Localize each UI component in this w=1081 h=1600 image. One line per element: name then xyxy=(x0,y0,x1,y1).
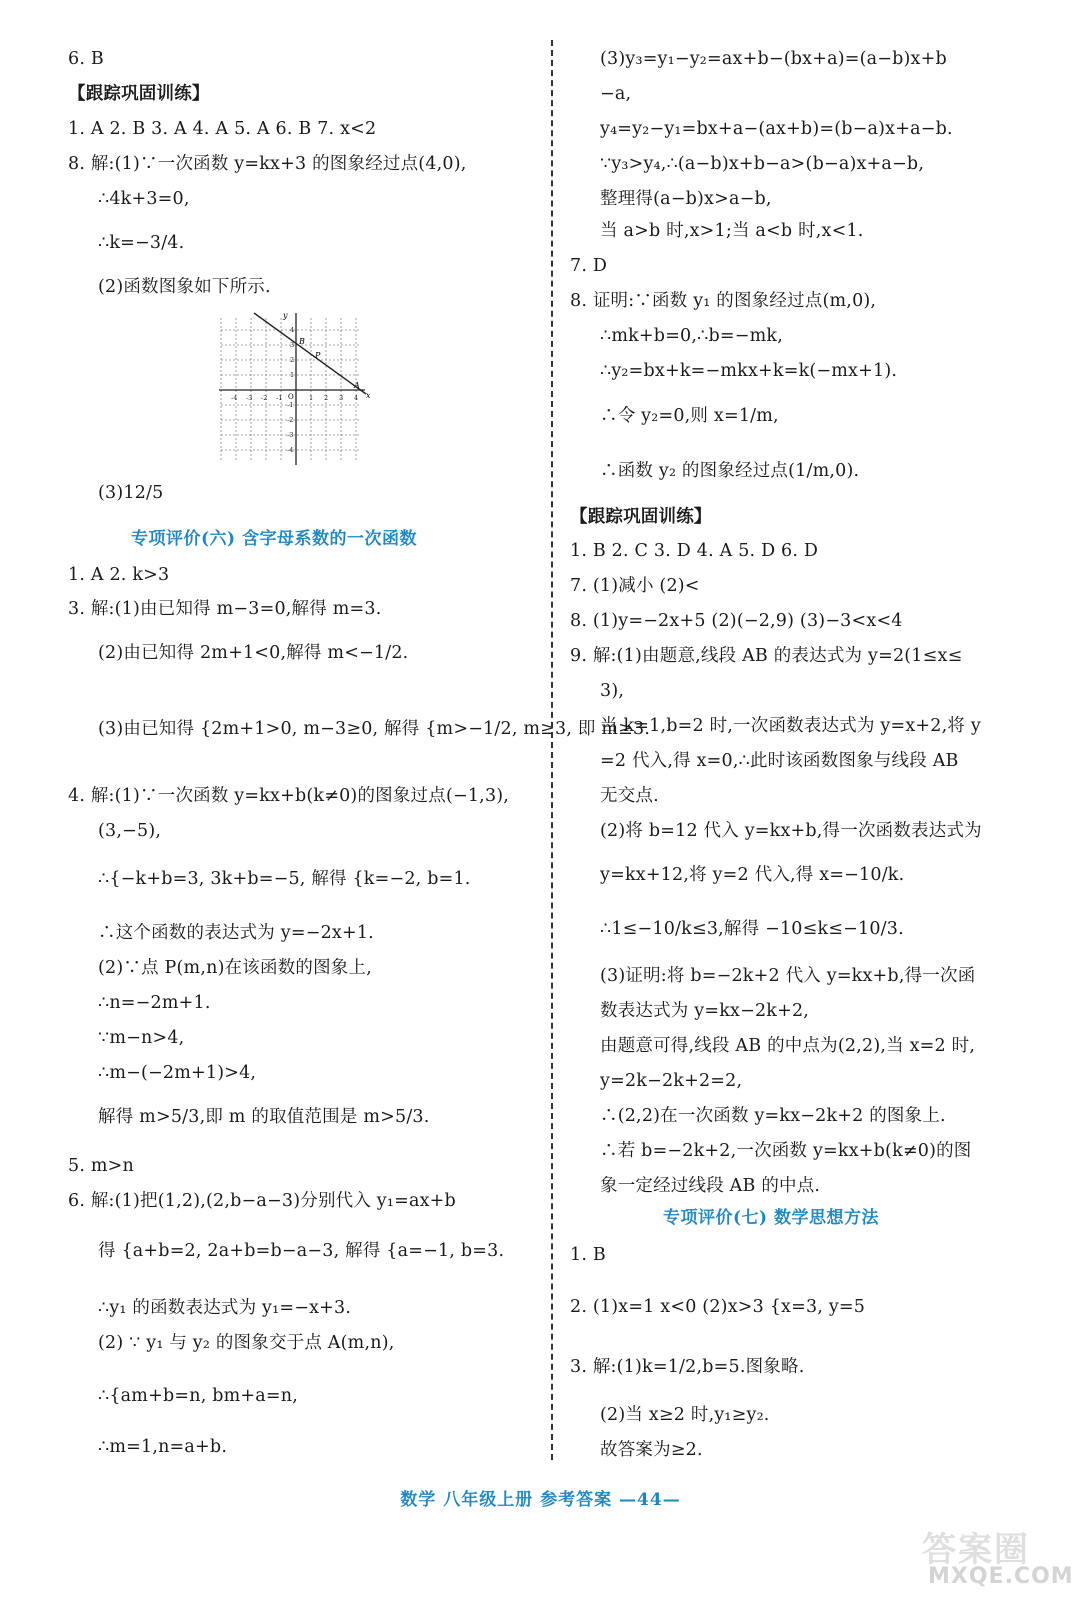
x-tick-label: 4 xyxy=(354,394,359,402)
x-tick-label: 2 xyxy=(324,394,329,402)
answer-line: (3)由已知得 {2m+1>0, m−3≥0, 解得 {m>−1/2, m≥3, 即 m≥3. xyxy=(98,719,651,739)
section-heading: 【跟踪巩固训练】 xyxy=(68,84,210,104)
answer-line: (2)函数图象如下所示. xyxy=(98,277,271,297)
answer-line: ∵m−n>4, xyxy=(98,1028,185,1048)
answer-line: 由题意可得,线段 AB 的中点为(2,2),当 x=2 时, xyxy=(600,1036,976,1056)
point-b-label: B xyxy=(299,337,305,346)
answer-line: 象一定经过线段 AB 的中点. xyxy=(600,1176,821,1196)
answer-line: 1. A 2. B 3. A 4. A 5. A 6. B 7. x<2 xyxy=(68,119,377,139)
answer-line: 1. B xyxy=(570,1245,606,1265)
answer-line: ∴函数 y₂ 的图象经过点(1/m,0). xyxy=(600,461,860,481)
answer-line: 7. D xyxy=(570,256,608,276)
y-tick-label: 2 xyxy=(290,356,295,364)
answer-line: y₄=y₂−y₁=bx+a−(ax+b)=(b−a)x+a−b. xyxy=(600,119,953,139)
answer-line: (3,−5), xyxy=(98,821,162,841)
x-tick-label: -4 xyxy=(231,394,238,402)
answer-line: (2)由已知得 2m+1<0,解得 m<−1/2. xyxy=(98,643,409,663)
x-tick-label: -2 xyxy=(261,394,268,402)
answer-line: =2 代入,得 x=0,∴此时该函数图象与线段 AB xyxy=(600,751,959,771)
answer-line: 当 k=1,b=2 时,一次函数表达式为 y=x+2,将 y xyxy=(600,716,981,736)
answer-line: 8. 解:(1)∵一次函数 y=kx+3 的图象经过点(4,0), xyxy=(68,154,467,174)
answer-line: ∵y₃>y₄,∴(a−b)x+b−a>(b−a)x+a−b, xyxy=(600,154,925,174)
watermark-text: 答案圈 xyxy=(922,1530,1030,1570)
section-heading: 【跟踪巩固训练】 xyxy=(570,507,712,527)
answer-line: (3)证明:将 b=−2k+2 代入 y=kx+b,得一次函 xyxy=(600,966,976,986)
answer-line: y=kx+12,将 y=2 代入,得 x=−10/k. xyxy=(600,865,905,885)
answer-line: y=2k−2k+2=2, xyxy=(600,1071,743,1091)
watermark-url: MXQE.COM xyxy=(928,1564,1074,1589)
answer-line: 4. 解:(1)∵一次函数 y=kx+b(k≠0)的图象过点(−1,3), xyxy=(68,786,510,806)
answer-line: (2) ∵ y₁ 与 y₂ 的图象交于点 A(m,n), xyxy=(98,1333,395,1353)
section-title-6: 专项评价(六) 含字母系数的一次函数 xyxy=(131,529,418,549)
answer-line: ∴{am+b=n, bm+a=n, xyxy=(98,1386,299,1406)
answer-line: 1. B 2. C 3. D 4. A 5. D 6. D xyxy=(570,541,819,561)
column-divider xyxy=(551,40,553,1460)
answer-line: 5. m>n xyxy=(68,1156,134,1176)
answer-line: 数表达式为 y=kx−2k+2, xyxy=(600,1001,810,1021)
function-graph xyxy=(219,310,369,465)
function-line xyxy=(254,313,366,394)
x-tick-label: 1 xyxy=(309,394,314,402)
answer-line: 整理得(a−b)x>a−b, xyxy=(600,189,772,209)
answer-line: ∴1≤−10/k≤3,解得 −10≤k≤−10/3. xyxy=(600,919,904,939)
y-tick-label: 3 xyxy=(290,341,295,349)
answer-line: 1. A 2. k>3 xyxy=(68,565,170,585)
answer-line: (2)当 x≥2 时,y₁≥y₂. xyxy=(600,1405,770,1425)
answer-line: ∴这个函数的表达式为 y=−2x+1. xyxy=(98,923,374,943)
answer-line: ∴令 y₂=0,则 x=1/m, xyxy=(600,406,779,426)
answer-line: 9. 解:(1)由题意,线段 AB 的表达式为 y=2(1≤x≤ xyxy=(570,646,963,666)
answer-line: (2)∵点 P(m,n)在该函数的图象上, xyxy=(98,958,372,978)
answer-line: (3)12/5 xyxy=(98,483,164,503)
y-tick-label: 4 xyxy=(290,326,295,334)
answer-line: 8. 证明:∵函数 y₁ 的图象经过点(m,0), xyxy=(570,291,877,311)
answer-line: (2)将 b=12 代入 y=kx+b,得一次函数表达式为 xyxy=(600,821,982,841)
answer-line: 8. (1)y=−2x+5 (2)(−2,9) (3)−3<x<4 xyxy=(570,611,903,631)
point-a-label: A xyxy=(354,381,360,390)
answer-line: ∴m=1,n=a+b. xyxy=(98,1437,228,1457)
x-tick-label: 3 xyxy=(339,394,344,402)
answer-line: ∴y₁ 的函数表达式为 y₁=−x+3. xyxy=(98,1298,352,1318)
answer-line: 得 {a+b=2, 2a+b=b−a−3, 解得 {a=−1, b=3. xyxy=(98,1241,505,1261)
y-axis-label: y xyxy=(283,311,288,320)
point-p-label: P xyxy=(315,351,321,360)
answer-line: −a, xyxy=(600,84,632,104)
y-tick-label: 1 xyxy=(290,371,295,379)
answer-line: 6. B xyxy=(68,49,104,69)
page-footer: 数学 八年级上册 参考答案 —44— xyxy=(400,1490,681,1510)
answer-line: ∴m−(−2m+1)>4, xyxy=(98,1063,257,1083)
x-tick-label: -1 xyxy=(276,394,283,402)
answer-line: ∴若 b=−2k+2,一次函数 y=kx+b(k≠0)的图 xyxy=(600,1141,972,1161)
x-tick-label: -3 xyxy=(246,394,253,402)
y-tick-label: -3 xyxy=(287,431,294,439)
section-title-7: 专项评价(七) 数学思想方法 xyxy=(663,1208,880,1228)
answer-line: 无交点. xyxy=(600,786,659,806)
answer-line: 当 a>b 时,x>1;当 a<b 时,x<1. xyxy=(600,221,864,241)
answer-line: 2. (1)x=1 x<0 (2)x>3 {x=3, y=5 xyxy=(570,1297,866,1317)
answer-line: ∴k=−3/4. xyxy=(98,233,185,253)
answer-line: 3. 解:(1)由已知得 m−3=0,解得 m=3. xyxy=(68,599,382,619)
answer-line: 3), xyxy=(600,681,625,701)
y-tick-label: -2 xyxy=(287,416,294,424)
y-tick-label: -1 xyxy=(287,401,294,409)
answer-line: ∴{−k+b=3, 3k+b=−5, 解得 {k=−2, b=1. xyxy=(98,869,471,889)
answer-line: 故答案为≥2. xyxy=(600,1440,703,1460)
answer-line: 7. (1)减小 (2)< xyxy=(570,576,700,596)
answer-line: ∴n=−2m+1. xyxy=(98,993,211,1013)
answer-line: (3)y₃=y₁−y₂=ax+b−(bx+a)=(a−b)x+b xyxy=(600,49,947,69)
origin-label: O xyxy=(288,393,294,401)
y-tick-label: -4 xyxy=(287,446,294,454)
watermark-logo xyxy=(922,1522,1074,1594)
answer-line: 3. 解:(1)k=1/2,b=5.图象略. xyxy=(570,1357,805,1377)
answer-line: 6. 解:(1)把(1,2),(2,b−a−3)分别代入 y₁=ax+b xyxy=(68,1191,456,1211)
answer-line: ∴(2,2)在一次函数 y=kx−2k+2 的图象上. xyxy=(600,1106,946,1126)
x-axis-label: x xyxy=(366,391,371,400)
answer-line: ∴4k+3=0, xyxy=(98,189,190,209)
answer-line: ∴y₂=bx+k=−mkx+k=k(−mx+1). xyxy=(600,361,898,381)
answer-line: 解得 m>5/3,即 m 的取值范围是 m>5/3. xyxy=(98,1107,430,1127)
answer-line: ∴mk+b=0,∴b=−mk, xyxy=(600,326,783,346)
